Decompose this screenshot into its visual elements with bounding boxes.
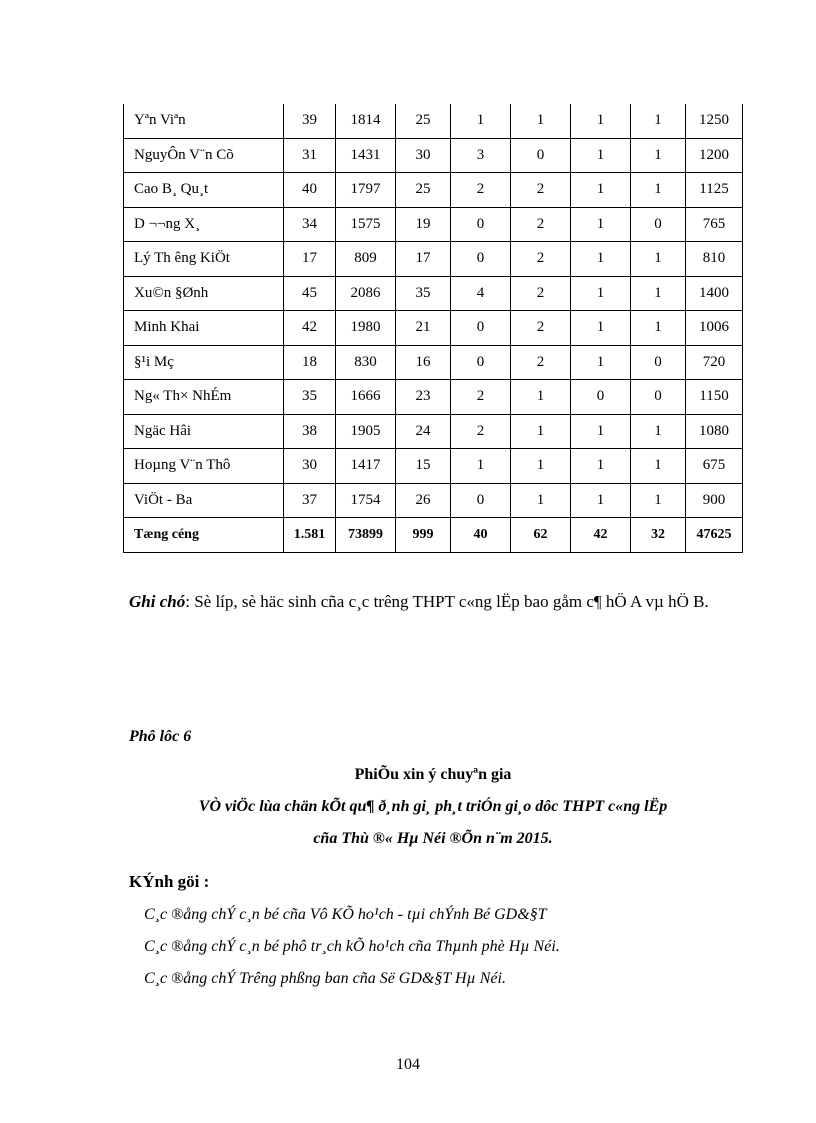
table-cell: 4 xyxy=(451,276,511,311)
table-cell: 1 xyxy=(571,345,631,380)
table-row xyxy=(124,276,743,311)
table-cell: 1 xyxy=(631,104,686,138)
table-cell: 40 xyxy=(284,173,336,208)
table-cell: 73899 xyxy=(336,518,396,553)
table-cell: 15 xyxy=(396,449,451,484)
table-cell: 1.581 xyxy=(284,518,336,553)
note-label: Ghi chó xyxy=(129,592,186,611)
table-cell: 1 xyxy=(571,207,631,242)
table-cell: 1006 xyxy=(686,311,743,346)
table-cell: 1 xyxy=(511,104,571,138)
table-cell: 1 xyxy=(631,449,686,484)
table-row xyxy=(124,138,743,173)
table-cell: 1 xyxy=(631,276,686,311)
table-cell: 1 xyxy=(571,414,631,449)
table-cell: 1814 xyxy=(336,104,396,138)
table-cell: 62 xyxy=(511,518,571,553)
school-name-cell: Minh Khai xyxy=(124,311,284,346)
table-cell: 999 xyxy=(396,518,451,553)
table-note xyxy=(129,585,749,618)
table-cell: 1125 xyxy=(686,173,743,208)
table-cell: 810 xyxy=(686,242,743,277)
table-cell: 25 xyxy=(396,173,451,208)
table-cell: 1150 xyxy=(686,380,743,415)
table-cell: 0 xyxy=(451,311,511,346)
table-cell: 1 xyxy=(511,483,571,518)
table-cell: 1 xyxy=(511,380,571,415)
total-label-cell: Tæng céng xyxy=(124,518,284,553)
table-row xyxy=(124,449,743,484)
table-cell: 2 xyxy=(511,311,571,346)
table-cell: 1 xyxy=(631,173,686,208)
school-name-cell: ViÖt - Ba xyxy=(124,483,284,518)
table-row xyxy=(124,483,743,518)
table-cell: 35 xyxy=(284,380,336,415)
table-cell: 35 xyxy=(396,276,451,311)
note-text: : Sè líp, sè häc sinh cña c¸c trêng THPT c«ng lËp bao gåm c¶ hÖ A vµ hÖ B. xyxy=(185,592,709,611)
table-row xyxy=(124,311,743,346)
table-cell: 47625 xyxy=(686,518,743,553)
table-cell: 1 xyxy=(631,242,686,277)
table-cell: 42 xyxy=(571,518,631,553)
table-cell: 900 xyxy=(686,483,743,518)
table-cell: 26 xyxy=(396,483,451,518)
table-cell: 2 xyxy=(511,173,571,208)
table-cell: 40 xyxy=(451,518,511,553)
table-cell: 0 xyxy=(451,345,511,380)
school-name-cell: Cao B¸ Qu¸t xyxy=(124,173,284,208)
table-cell: 1666 xyxy=(336,380,396,415)
table-cell: 1431 xyxy=(336,138,396,173)
table-cell: 25 xyxy=(396,104,451,138)
table-cell: 765 xyxy=(686,207,743,242)
table-cell: 1 xyxy=(631,138,686,173)
table-cell: 17 xyxy=(396,242,451,277)
form-subtitle-line-2: cña Thù ®« Hµ Néi ®Õn n¨m 2015. xyxy=(313,830,553,847)
table-cell: 1 xyxy=(571,311,631,346)
table-cell: 17 xyxy=(284,242,336,277)
recipient-line: C¸c ®ång chÝ Trêng phßng ban cña Së GD&§T Hµ Néi. xyxy=(144,970,506,987)
table-cell: 0 xyxy=(631,207,686,242)
table-cell: 1400 xyxy=(686,276,743,311)
school-name-cell: §¹i Mç xyxy=(124,345,284,380)
table-cell: 1905 xyxy=(336,414,396,449)
table-cell: 2 xyxy=(511,276,571,311)
table-cell: 1575 xyxy=(336,207,396,242)
table-cell: 1 xyxy=(571,242,631,277)
table-row xyxy=(124,414,743,449)
table-row xyxy=(124,380,743,415)
table-cell: 1 xyxy=(511,414,571,449)
school-name-cell: Ng« Th× NhÉm xyxy=(124,380,284,415)
table-cell: 1 xyxy=(571,449,631,484)
table-cell: 1980 xyxy=(336,311,396,346)
table-cell: 0 xyxy=(511,138,571,173)
table-cell: 2 xyxy=(451,414,511,449)
table-cell: 1080 xyxy=(686,414,743,449)
appendix-heading: Phô lôc 6 xyxy=(129,728,192,745)
school-name-cell: Xu©n §Ønh xyxy=(124,276,284,311)
table-cell: 2 xyxy=(451,173,511,208)
table-row xyxy=(124,104,743,138)
table-cell: 1 xyxy=(451,449,511,484)
form-title: PhiÕu xin ý chuyªn gia xyxy=(354,766,512,783)
page-number: 104 xyxy=(396,1056,420,1073)
table-cell: 675 xyxy=(686,449,743,484)
table-cell: 0 xyxy=(631,380,686,415)
table-cell: 24 xyxy=(396,414,451,449)
table-row xyxy=(124,173,743,208)
table-cell: 0 xyxy=(631,345,686,380)
table-cell: 0 xyxy=(451,207,511,242)
table-cell: 19 xyxy=(396,207,451,242)
table-cell: 42 xyxy=(284,311,336,346)
table-cell: 809 xyxy=(336,242,396,277)
table-cell: 30 xyxy=(396,138,451,173)
form-subtitle-line-1: VÒ viÖc lùa chän kÕt qu¶ ð¸nh gi¸ ph¸t triÓn gi¸o dôc THPT c«ng lËp xyxy=(198,798,668,815)
table-cell: 18 xyxy=(284,345,336,380)
table-cell: 34 xyxy=(284,207,336,242)
statistics-table xyxy=(123,104,743,553)
table-cell: 1200 xyxy=(686,138,743,173)
recipient-line: C¸c ®ång chÝ c¸n bé cña Vô KÕ ho¹ch - tµi chÝnh Bé GD&§T xyxy=(144,906,547,923)
table-cell: 0 xyxy=(571,380,631,415)
table-cell: 1754 xyxy=(336,483,396,518)
table-cell: 1250 xyxy=(686,104,743,138)
table-cell: 2 xyxy=(511,207,571,242)
table-cell: 1 xyxy=(571,104,631,138)
table-total-row xyxy=(124,518,743,553)
table-cell: 1797 xyxy=(336,173,396,208)
table-cell: 39 xyxy=(284,104,336,138)
table-row xyxy=(124,207,743,242)
table-row xyxy=(124,242,743,277)
table-cell: 1 xyxy=(511,449,571,484)
table-cell: 2086 xyxy=(336,276,396,311)
table-cell: 31 xyxy=(284,138,336,173)
table-cell: 37 xyxy=(284,483,336,518)
table-cell: 1 xyxy=(571,276,631,311)
table-cell: 21 xyxy=(396,311,451,346)
table-cell: 45 xyxy=(284,276,336,311)
recipient-line: C¸c ®ång chÝ c¸n bé phô tr¸ch kÕ ho¹ch cña Thµnh phè Hµ Néi. xyxy=(144,938,560,955)
table-cell: 1 xyxy=(631,414,686,449)
table-cell: 0 xyxy=(451,483,511,518)
table-cell: 2 xyxy=(511,345,571,380)
table-cell: 23 xyxy=(396,380,451,415)
table-cell: 1417 xyxy=(336,449,396,484)
school-name-cell: Yªn Viªn xyxy=(124,104,284,138)
table-row xyxy=(124,345,743,380)
school-name-cell: Lý Th êng KiÖt xyxy=(124,242,284,277)
greeting: KÝnh göi : xyxy=(129,872,210,891)
table-cell: 1 xyxy=(571,138,631,173)
school-name-cell: Ngäc Hâi xyxy=(124,414,284,449)
table-cell: 3 xyxy=(451,138,511,173)
table-cell: 1 xyxy=(571,483,631,518)
table-cell: 1 xyxy=(631,311,686,346)
table-cell: 1 xyxy=(631,483,686,518)
table-cell: 32 xyxy=(631,518,686,553)
school-name-cell: NguyÔn V¨n Cõ xyxy=(124,138,284,173)
table-cell: 30 xyxy=(284,449,336,484)
table-cell: 2 xyxy=(511,242,571,277)
table-cell: 1 xyxy=(451,104,511,138)
table-cell: 16 xyxy=(396,345,451,380)
table-cell: 38 xyxy=(284,414,336,449)
table-cell: 830 xyxy=(336,345,396,380)
table-cell: 1 xyxy=(571,173,631,208)
table-cell: 2 xyxy=(451,380,511,415)
school-name-cell: D ¬¬ng X¸ xyxy=(124,207,284,242)
school-name-cell: Hoµng V¨n Thô xyxy=(124,449,284,484)
table-cell: 0 xyxy=(451,242,511,277)
table-cell: 720 xyxy=(686,345,743,380)
